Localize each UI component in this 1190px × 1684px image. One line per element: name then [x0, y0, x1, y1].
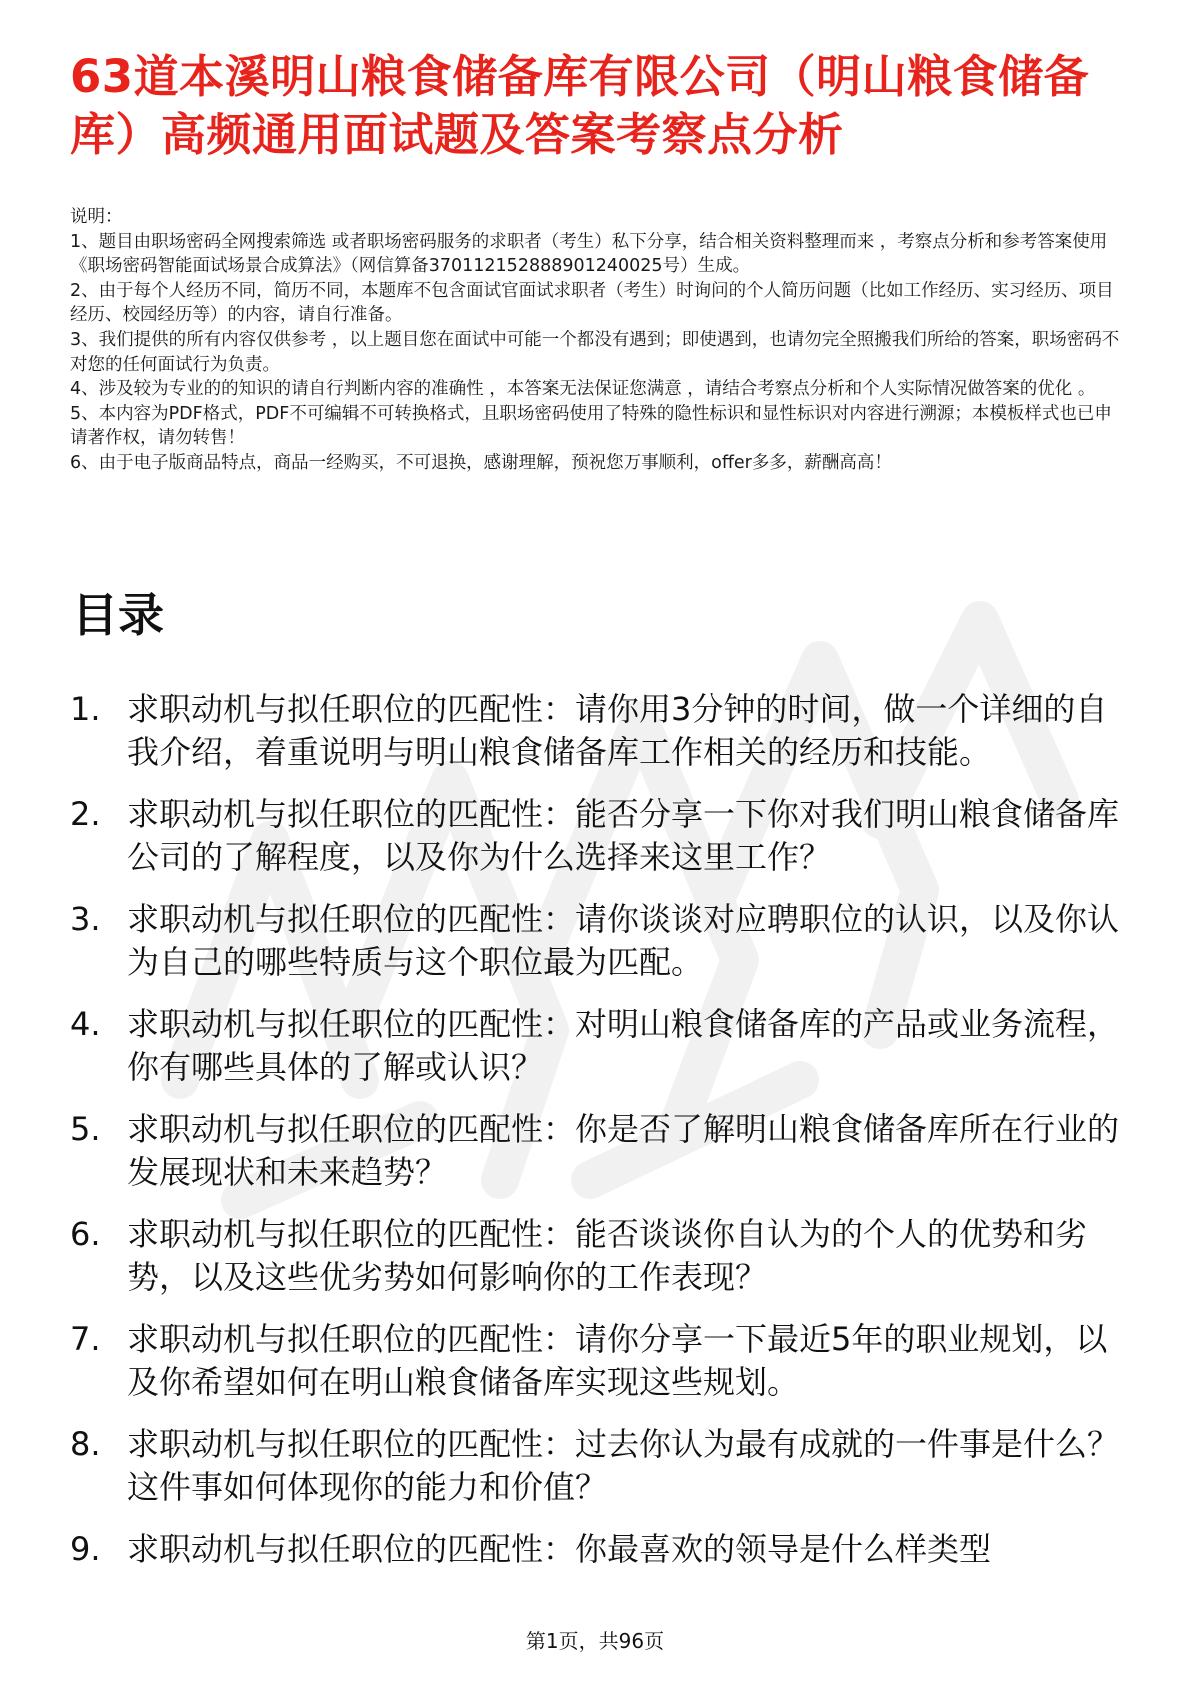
toc-item-text: 求职动机与拟任职位的匹配性：过去你认为最有成就的一件事是什么？这件事如何体现你的能力和价值？	[127, 1425, 1120, 1506]
toc-item-number: 4.	[70, 1005, 101, 1043]
note-item: 6、由于电子版商品特点，商品一经购买，不可退换，感谢理解，预祝您万事顺利，offer多多，薪酬高高！	[70, 452, 892, 473]
toc-item[interactable]	[70, 898, 1130, 984]
toc-item-text: 求职动机与拟任职位的匹配性：能否谈谈你自认为的个人的优势和劣势，以及这些优劣势如何影响你的工作表现？	[127, 1215, 1088, 1296]
toc-item-number: 5.	[70, 1110, 101, 1148]
note-item: 4、涉及较为专业的的知识的请自行判断内容的准确性 ，本答案无法保证您满意 ，请结合考察点分析和个人实际情况做答案的优化 。	[70, 379, 1096, 400]
toc-item[interactable]	[70, 1318, 1130, 1404]
document-title: 63道本溪明山粮食储备库有限公司（明山粮食储备库）高频通用面试题及答案考察点分析	[70, 50, 1090, 161]
page-footer: 第1页，共96页	[525, 1629, 665, 1653]
disclaimer-notes	[70, 205, 1125, 476]
toc-item-number: 7.	[70, 1320, 101, 1358]
toc-item[interactable]	[70, 793, 1130, 879]
toc-item[interactable]	[70, 1528, 1130, 1571]
toc-item-number: 9.	[70, 1530, 101, 1568]
toc-item-text: 求职动机与拟任职位的匹配性：你最喜欢的领导是什么样类型	[127, 1530, 992, 1568]
toc-item-text: 求职动机与拟任职位的匹配性：请你用3分钟的时间，做一个详细的自我介绍，着重说明与明山粮食储备库工作相关的经历和技能。	[127, 690, 1108, 771]
note-item: 1、题目由职场密码全网搜索筛选 或者职场密码服务的求职者（考生）私下分享，结合相关资料整理而来 ，考察点分析和参考答案使用《职场密码智能面试场景合成算法》（网信算备370112152888901240025号）生成。	[70, 231, 1108, 277]
table-of-contents	[70, 688, 1130, 1590]
toc-item-number: 6.	[70, 1215, 101, 1253]
toc-item-number: 3.	[70, 900, 101, 938]
toc-item-text: 求职动机与拟任职位的匹配性：请你分享一下最近5年的职业规划，以及你希望如何在明山粮食储备库实现这些规划。	[127, 1320, 1108, 1401]
toc-item-number: 2.	[70, 795, 101, 833]
toc-item[interactable]	[70, 688, 1130, 774]
toc-item[interactable]	[70, 1213, 1130, 1299]
toc-item[interactable]	[70, 1003, 1130, 1089]
toc-item-number: 1.	[70, 690, 101, 728]
toc-item-text: 求职动机与拟任职位的匹配性：你是否了解明山粮食储备库所在行业的发展现状和未来趋势？	[127, 1110, 1120, 1191]
note-item: 3、我们提供的所有内容仅供参考 ，以上题目您在面试中可能一个都没有遇到；即使遇到，也请勿完全照搬我们所给的答案，职场密码不对您的任何面试行为负责。	[70, 329, 1120, 375]
toc-item-number: 8.	[70, 1425, 101, 1463]
toc-item[interactable]	[70, 1108, 1130, 1194]
toc-item-text: 求职动机与拟任职位的匹配性：请你谈谈对应聘职位的认识，以及你认为自己的哪些特质与这个职位最为匹配。	[127, 900, 1120, 981]
toc-item-text: 求职动机与拟任职位的匹配性：对明山粮食储备库的产品或业务流程，你有哪些具体的了解或认识？	[127, 1005, 1120, 1086]
notes-heading: 说明：	[70, 207, 123, 227]
toc-item[interactable]	[70, 1423, 1130, 1509]
note-item: 2、由于每个人经历不同，简历不同，本题库不包含面试官面试求职者（考生）时询问的个人简历问题（比如工作经历、实习经历、项目经历、校园经历等）的内容，请自行准备。	[70, 280, 1114, 326]
toc-item-text: 求职动机与拟任职位的匹配性：能否分享一下你对我们明山粮食储备库公司的了解程度，以及你为什么选择来这里工作？	[127, 795, 1120, 876]
note-item: 5、本内容为PDF格式，PDF不可编辑不可转换格式，且职场密码使用了特殊的隐性标识和显性标识对内容进行溯源；本模板样式也已申请著作权，请勿转售！	[70, 403, 1112, 449]
toc-heading: 目录	[72, 588, 164, 642]
